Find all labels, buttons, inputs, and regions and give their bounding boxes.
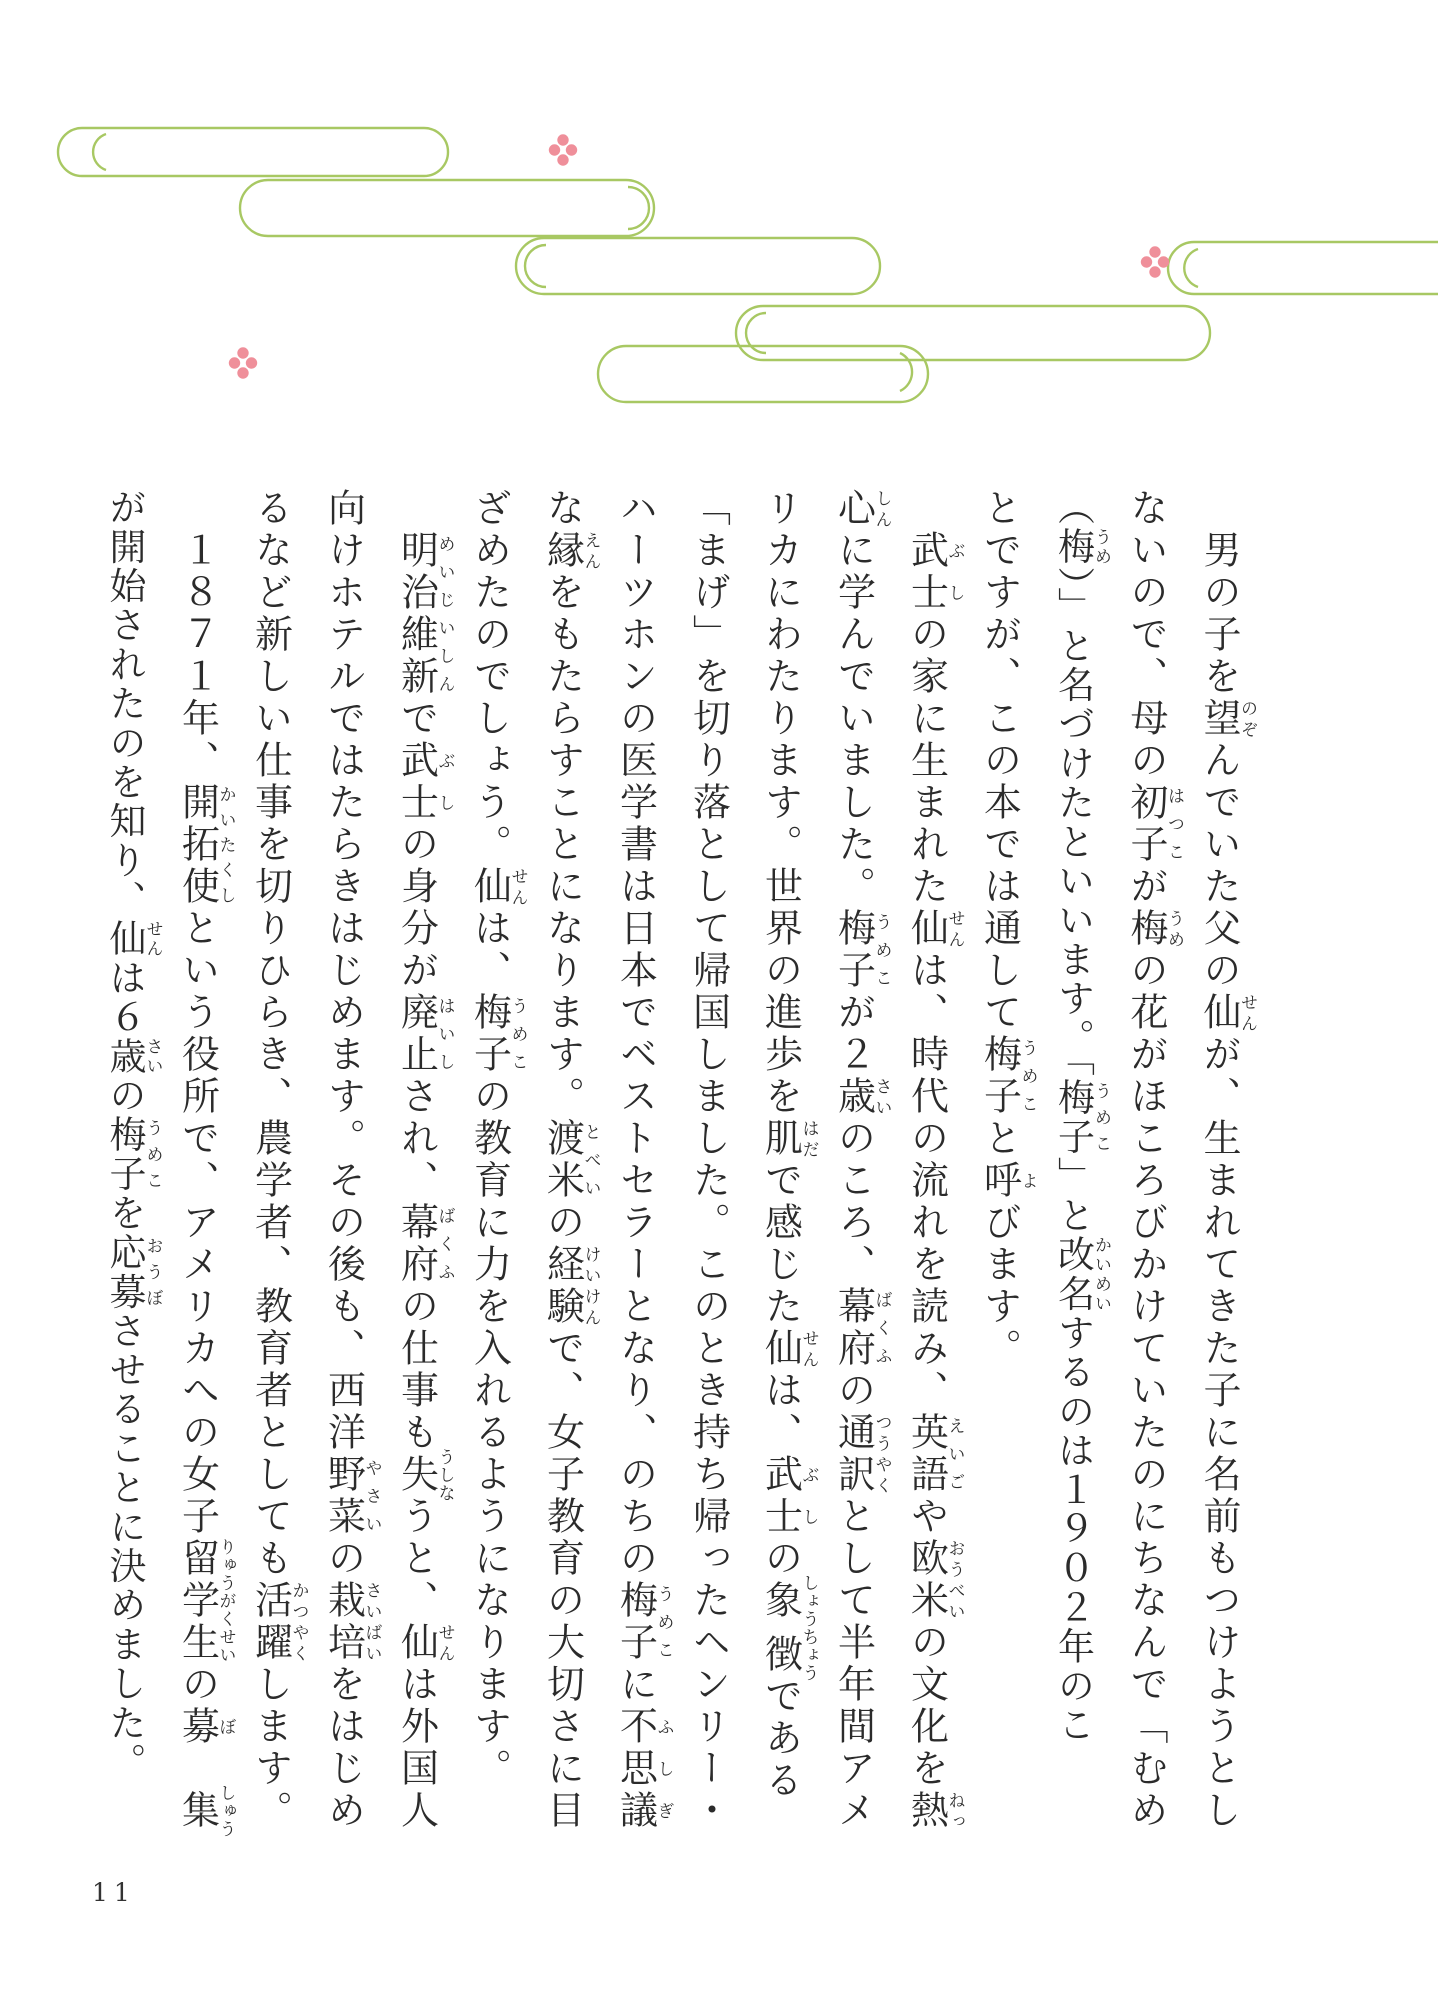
ruby-annotated-word: 望のぞ xyxy=(1197,698,1257,740)
text-column: 武士ぶしの家に生まれた仙せんは、時代の流れを読み、英語えいごや欧米おうべいの文化を熱ねっ xyxy=(904,530,965,1832)
ruby-annotated-word: 仙せん xyxy=(904,908,965,950)
cloud-bar xyxy=(598,346,928,402)
cloud-curl xyxy=(1184,249,1198,287)
ruby-annotated-word: 不思議ふしぎ xyxy=(613,1706,674,1832)
flower-accent xyxy=(549,134,577,165)
cloud-bar xyxy=(58,128,448,176)
text-column: ないので、母の初子はつこが梅うめの花がほころびかけていたのにちなんで「むめ xyxy=(1124,488,1184,1832)
ruby-annotated-word: 初子はつこ xyxy=(1124,782,1184,866)
text-column: １８７１年、開拓使かいたくしという役所で、アメリカへの女子留学生りゅうがくせいの募ぼ 集しゅう xyxy=(175,530,236,1838)
ruby-annotated-word: 梅子うめこ xyxy=(977,1034,1038,1118)
ruby-annotated-word: 野菜やさい xyxy=(321,1454,382,1538)
ruby-annotated-word: 仙せん xyxy=(394,1622,455,1664)
cloud-curl xyxy=(525,245,546,287)
ruby-annotated-word: 集しゅう xyxy=(175,1784,236,1838)
text-column: とですが、この本では通して梅子うめこと呼よびます。 xyxy=(977,488,1038,1370)
cloud-curl xyxy=(93,134,106,170)
ruby-annotated-word: 募ぼ xyxy=(175,1706,236,1748)
cloud-pattern-decoration xyxy=(0,0,1438,430)
ruby-annotated-word: 武士ぶし xyxy=(904,530,965,614)
main-text xyxy=(88,488,1256,1858)
ruby-annotated-word: 梅うめ xyxy=(1124,908,1184,950)
ruby-annotated-word: 仙せん xyxy=(467,866,528,908)
ruby-annotated-word: 明治維新めいじいしん xyxy=(394,530,455,698)
ruby-annotated-word: 梅子うめこ xyxy=(467,992,528,1076)
flower-accent xyxy=(1141,246,1169,277)
text-column: ざめたのでしょう。仙せんは、梅子うめこの教育に力を入れるようになります。 xyxy=(467,488,528,1790)
ruby-annotated-word: 武士ぶし xyxy=(394,740,455,824)
text-column: 向けホテルではたらきはじめます。その後も、西洋野菜やさいの栽培さいばいをはじめ xyxy=(321,488,382,1832)
text-column: リカにわたります。世界の進歩を肌はだで感じた仙せんは、武士ぶしの象徴しょうちょうである xyxy=(758,488,819,1802)
ruby-annotated-word: 武士ぶし xyxy=(758,1454,819,1538)
flower-accent xyxy=(229,347,257,378)
ruby-annotated-word: 廃止はいし xyxy=(394,992,455,1076)
cloud-curl xyxy=(628,187,649,229)
ruby-annotated-word: 縁えん xyxy=(540,530,601,572)
ruby-annotated-word: 開拓使かいたくし xyxy=(175,782,236,908)
cloud-bar xyxy=(516,238,880,294)
ruby-annotated-word: 象徴しょうちょう xyxy=(758,1574,819,1682)
ruby-annotated-word: 梅子うめこ xyxy=(831,908,892,992)
ruby-annotated-word: 呼よ xyxy=(977,1160,1038,1202)
text-column: 男の子を望のぞんでいた父の仙せんが、生まれてきた子に名前もつけようとし xyxy=(1197,530,1257,1832)
ruby-annotated-word: 英語えいご xyxy=(904,1412,965,1496)
ruby-annotated-word: 渡米とべい xyxy=(540,1118,601,1202)
ruby-annotated-word: 幕府ばくふ xyxy=(831,1286,892,1370)
ruby-annotated-word: 熱ねっ xyxy=(904,1790,965,1832)
ruby-annotated-word: 欧米おうべい xyxy=(904,1538,965,1622)
cloud-bar xyxy=(736,306,1210,360)
ruby-annotated-word: 失うしな xyxy=(394,1448,455,1502)
ruby-annotated-word: 梅子うめこ xyxy=(103,1115,163,1194)
ruby-annotated-word: 活躍かつやく xyxy=(248,1580,309,1664)
page-number: 11 xyxy=(92,1878,136,1907)
text-column: 明治維新めいじいしんで武士ぶしの身分が廃止はいしされ、幕府ばくふの仕事も失うしなうと、仙せんは外国人 xyxy=(394,530,455,1832)
ruby-annotated-word: 心しん xyxy=(831,488,892,530)
text-column: るなど新しい仕事を切りひらき、農学者、教育者としても活躍かつやくします。 xyxy=(248,488,309,1832)
ruby-annotated-word: 経験けいけん xyxy=(540,1244,601,1328)
ruby-annotated-word: 梅子うめこ xyxy=(1051,1078,1111,1157)
ruby-annotated-word: 通訳つうやく xyxy=(831,1412,892,1496)
cloud-curl xyxy=(900,353,912,391)
text-column: が開始されたのを知り、仙せんは６歳さいの梅子うめこを応募おうぼさせることに決めました。 xyxy=(103,488,163,1782)
text-column: 心しんに学んでいました。梅子うめこが２歳さいのころ、幕府ばくふの通訳つうやくとして半年間アメ xyxy=(831,488,892,1832)
ruby-annotated-word: 肌はだ xyxy=(758,1118,819,1160)
ruby-annotated-word: 歳さい xyxy=(103,1036,163,1077)
ruby-annotated-word: 改名かいめい xyxy=(1051,1235,1111,1314)
text-column: な縁えんをもたらすことになります。渡米とべいの経験けいけんで、女子教育の大切さに目 xyxy=(540,488,601,1832)
text-column: ハーツホンの医学書は日本でベストセラーとなり、のちの梅子うめこに不思議ふしぎ xyxy=(613,488,674,1832)
text-column: （梅うめ）」と名づけたといいます。「梅子うめこ」と改名かいめいするのは１９０２年のこ xyxy=(1051,488,1111,1745)
cloud-bar xyxy=(1168,242,1438,294)
ruby-annotated-word: 栽培さいばい xyxy=(321,1580,382,1664)
ruby-annotated-word: 応募おうぼ xyxy=(103,1232,163,1312)
ruby-annotated-word: 歳さい xyxy=(831,1076,892,1118)
ruby-annotated-word: 留学生りゅうがくせい xyxy=(175,1538,236,1664)
ruby-annotated-word: 梅うめ xyxy=(1051,527,1111,567)
text-column: 「まげ」を切り落として帰国しました。このとき持ち帰ったヘンリー・ xyxy=(686,488,731,1832)
ruby-annotated-word: 仙せん xyxy=(103,919,163,959)
cloud-bar xyxy=(240,180,654,236)
ruby-annotated-word: 仙せん xyxy=(758,1328,819,1370)
ruby-annotated-word: 仙せん xyxy=(1197,992,1257,1034)
ruby-annotated-word: 梅子うめこ xyxy=(613,1580,674,1664)
ruby-annotated-word: 幕府ばくふ xyxy=(394,1202,455,1286)
